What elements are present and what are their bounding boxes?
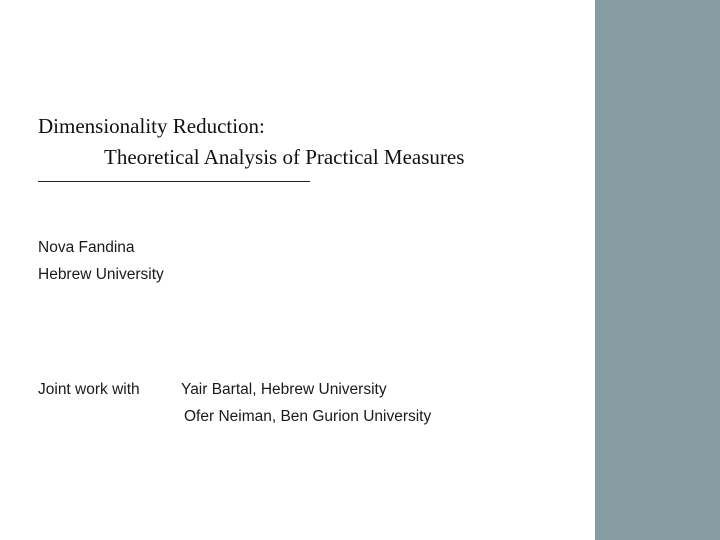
coauthor-line-2: Ofer Neiman, Ben Gurion University bbox=[184, 408, 432, 425]
title-underline-divider bbox=[38, 181, 310, 182]
slide-title-line-1: Dimensionality Reduction: bbox=[38, 114, 265, 138]
joint-work-label: Joint work with bbox=[38, 381, 140, 398]
decorative-side-panel bbox=[595, 0, 720, 540]
author-name: Nova Fandina bbox=[38, 239, 135, 256]
coauthor-line-1: Yair Bartal, Hebrew University bbox=[181, 381, 387, 398]
slide-title-line-2: Theoretical Analysis of Practical Measures bbox=[104, 145, 465, 169]
author-affiliation: Hebrew University bbox=[38, 266, 164, 283]
